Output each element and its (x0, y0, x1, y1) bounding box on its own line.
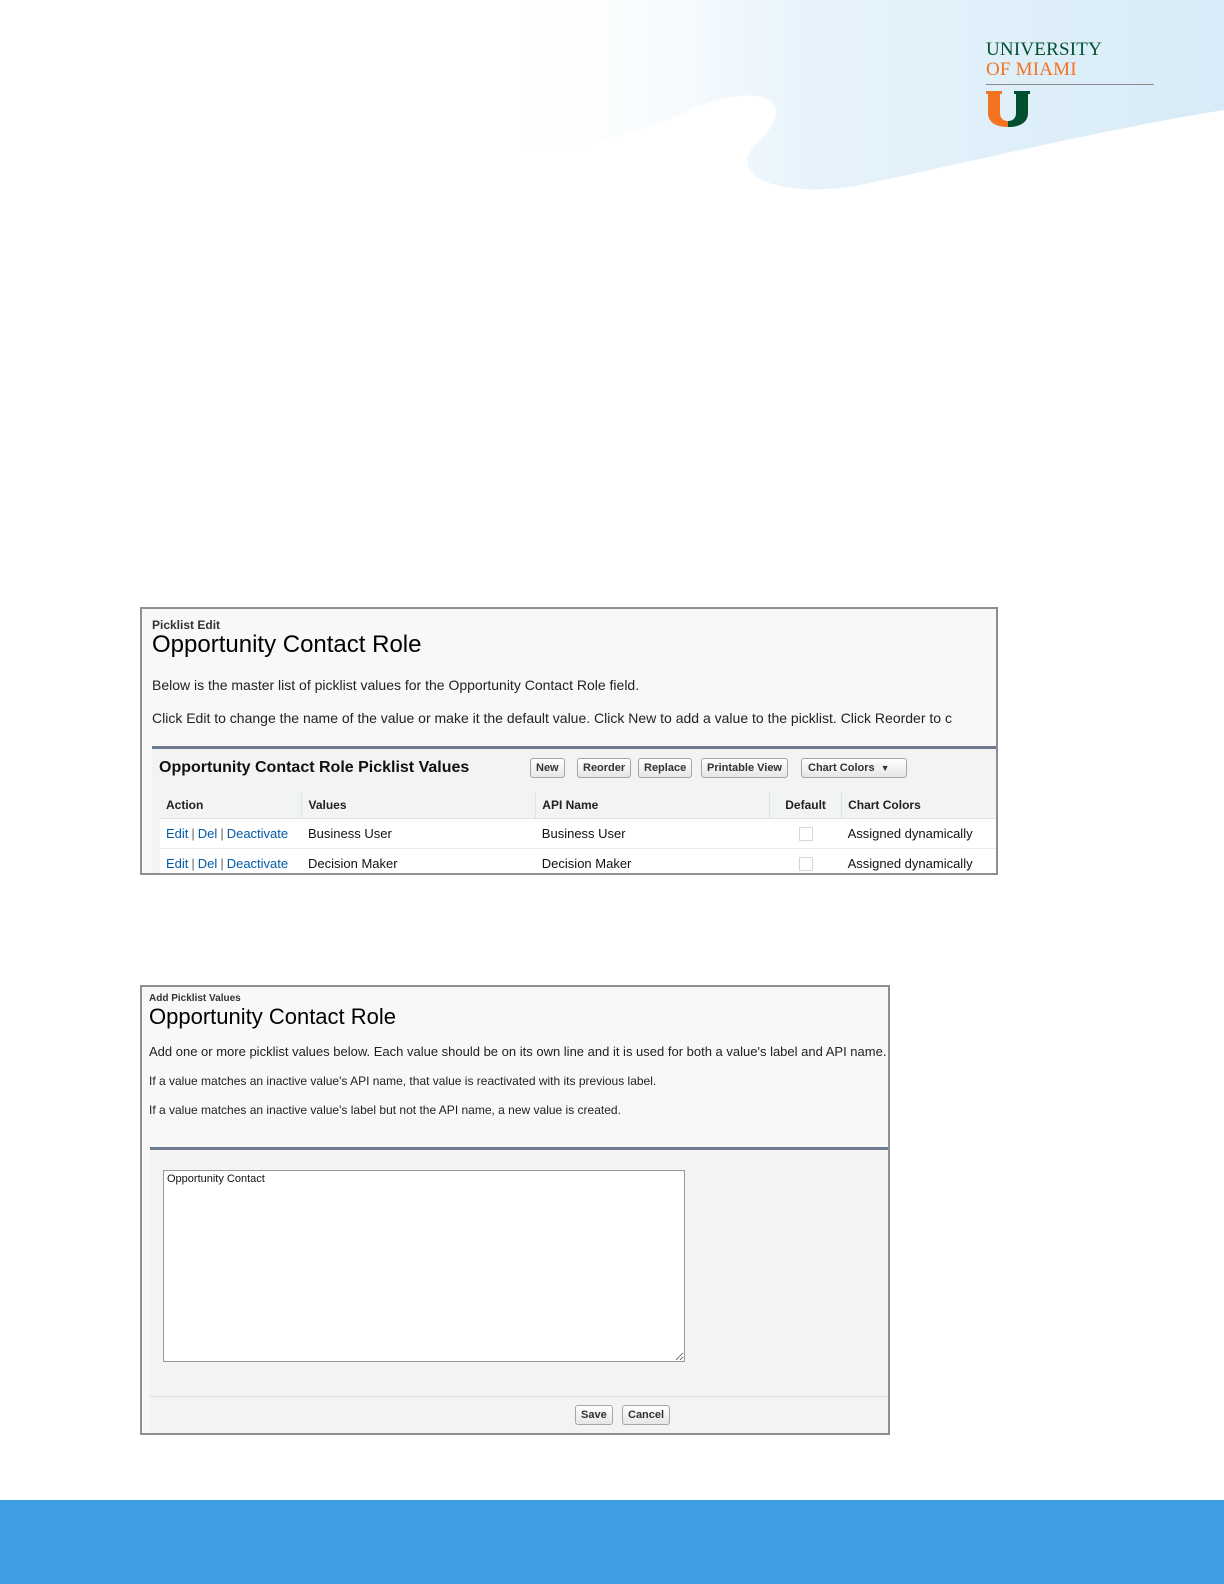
table-row (160, 819, 998, 849)
api-name-cell: Decision Maker (536, 849, 770, 876)
deactivate-link[interactable]: Deactivate (226, 826, 289, 841)
label-note: If a value matches an inactive value's label but not the API name, a new value is created. (149, 1103, 621, 1117)
university-logo (986, 40, 1154, 132)
save-button[interactable]: Save (575, 1405, 613, 1425)
deactivate-link[interactable]: Deactivate (226, 856, 289, 871)
help-text: Click Edit to change the name of the value or make it the default value. Click New to add a value to the picklist. Click Reorder to c (152, 710, 952, 726)
page-title: Opportunity Contact Role (152, 631, 422, 658)
logo-divider (986, 84, 1154, 85)
value-cell: Decision Maker (302, 849, 536, 876)
edit-link[interactable]: Edit (166, 826, 189, 841)
separator: | (191, 826, 195, 841)
page-kicker: Picklist Edit (152, 618, 221, 632)
instructions-text: Add one or more picklist values below. Each value should be on its own line and it is used for both a value's label and API name. (149, 1044, 887, 1059)
del-link[interactable]: Del (197, 826, 218, 841)
separator: | (220, 856, 224, 871)
replace-button[interactable]: Replace (638, 758, 692, 778)
column-header-api-name: API Name (536, 792, 770, 819)
row-actions (160, 819, 302, 849)
separator: | (191, 856, 195, 871)
picklist-values-section (152, 746, 998, 875)
cancel-button[interactable]: Cancel (622, 1405, 670, 1425)
value-cell: Business User (302, 819, 536, 849)
logo-text-university: UNIVERSITY (986, 39, 1102, 60)
intro-text: Below is the master list of picklist values for the Opportunity Contact Role field. (152, 677, 640, 693)
logo-text-of-miami: OF MIAMI (986, 59, 1077, 80)
add-picklist-values-screenshot (140, 985, 890, 1435)
separator: | (220, 826, 224, 841)
picklist-values-table (160, 792, 998, 875)
printable-view-button[interactable]: Printable View (701, 758, 788, 778)
form-footer (150, 1396, 890, 1435)
u-logo-icon (986, 91, 1038, 127)
new-button[interactable]: New (530, 758, 565, 778)
row-actions (160, 849, 302, 876)
chart-color-cell: Assigned dynamically (842, 819, 998, 849)
column-header-chart-colors: Chart Colors (842, 792, 998, 819)
del-link[interactable]: Del (197, 856, 218, 871)
section-title: Opportunity Contact Role Picklist Values (159, 759, 470, 776)
page-title: Opportunity Contact Role (149, 1004, 397, 1029)
column-header-action: Action (160, 792, 302, 819)
chart-colors-dropdown[interactable] (801, 758, 907, 778)
chart-color-cell: Assigned dynamically (842, 849, 998, 876)
picklist-values-textarea[interactable] (163, 1170, 685, 1362)
api-name-note: If a value matches an inactive value's API name, that value is reactivated with its previous label. (149, 1074, 657, 1088)
footer-band (0, 1500, 1224, 1584)
default-cell (770, 849, 842, 876)
chart-colors-label: Chart Colors (808, 762, 875, 774)
picklist-edit-screenshot (140, 607, 998, 875)
edit-link[interactable]: Edit (166, 856, 189, 871)
dropdown-arrow-icon: ▼ (880, 763, 890, 773)
column-header-default: Default (770, 792, 842, 819)
api-name-cell: Business User (536, 819, 770, 849)
default-cell (770, 819, 842, 849)
table-row (160, 849, 998, 876)
page-kicker: Add Picklist Values (149, 993, 241, 1004)
default-checkbox[interactable] (799, 827, 813, 841)
values-entry-section (150, 1147, 890, 1435)
table-header-row (160, 792, 998, 819)
column-header-values: Values (302, 792, 536, 819)
default-checkbox[interactable] (799, 857, 813, 871)
reorder-button[interactable]: Reorder (577, 758, 631, 778)
